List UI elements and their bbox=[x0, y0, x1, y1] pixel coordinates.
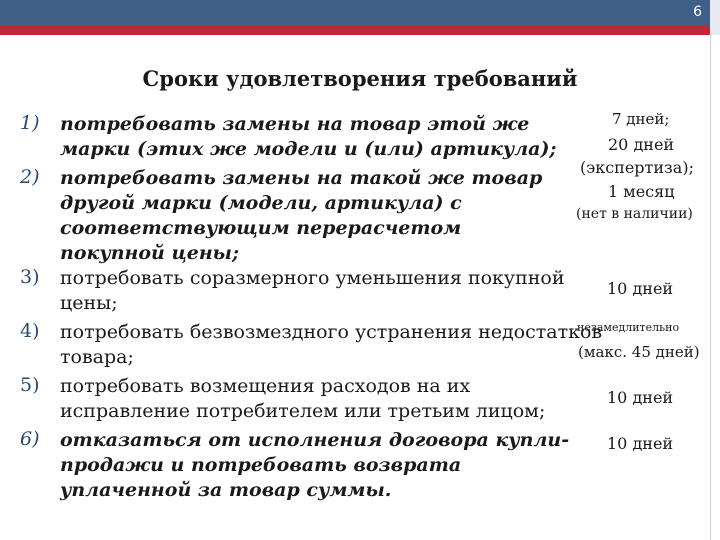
list-item bbox=[60, 428, 569, 503]
item-line: продажи и потребовать возврата bbox=[60, 454, 462, 476]
slide-title: Сроки удовлетворения требований bbox=[142, 66, 578, 91]
list-item bbox=[60, 112, 556, 162]
list-item bbox=[60, 320, 602, 370]
item-line: отказаться от исполнения договора купли- bbox=[60, 429, 570, 451]
item-number: 6) bbox=[20, 428, 40, 450]
item-line: уплаченной за товар суммы. bbox=[60, 479, 392, 501]
term-label: незамедлительно bbox=[577, 321, 680, 334]
term-label: 10 дней bbox=[607, 388, 674, 407]
term-label: 1 месяц bbox=[608, 182, 675, 201]
term-label: 10 дней bbox=[607, 279, 674, 298]
header-accent-stripe bbox=[0, 25, 710, 35]
item-line: потребовать возмещения расходов на их bbox=[60, 375, 471, 397]
item-line: цены; bbox=[60, 292, 118, 314]
term-label: 7 дней; bbox=[612, 110, 670, 128]
item-line: покупной цены; bbox=[60, 242, 240, 264]
term-label: 10 дней bbox=[607, 434, 674, 453]
item-line: товара; bbox=[60, 346, 134, 368]
item-number: 2) bbox=[20, 166, 40, 188]
item-line: марки (этих же модели и (или) артикула); bbox=[60, 138, 557, 160]
list-item bbox=[60, 266, 565, 316]
item-line: соответствующим перерасчетом bbox=[60, 217, 462, 239]
item-line: потребовать замены на товар этой же bbox=[60, 113, 530, 135]
item-line: исправление потребителем или третьим лицом; bbox=[60, 400, 546, 422]
header-bar bbox=[0, 0, 710, 25]
item-number: 5) bbox=[20, 374, 40, 396]
term-label: (макс. 45 дней) bbox=[578, 343, 700, 361]
page-border bbox=[710, 35, 711, 540]
term-label: 20 дней bbox=[608, 135, 675, 154]
item-number: 4) bbox=[20, 320, 40, 342]
item-line: потребовать безвозмездного устранения недостатков bbox=[60, 321, 603, 343]
item-number: 3) bbox=[20, 266, 40, 288]
term-label: (нет в наличии) bbox=[576, 206, 693, 222]
item-line: потребовать соразмерного уменьшения покупной bbox=[60, 267, 565, 289]
item-number: 1) bbox=[20, 112, 40, 134]
item-line: другой марки (модели, артикула) с bbox=[60, 192, 462, 214]
page-number: 6 bbox=[693, 4, 702, 20]
list-item bbox=[60, 166, 542, 266]
item-line: потребовать замены на такой же товар bbox=[60, 167, 543, 189]
list-item bbox=[60, 374, 545, 424]
term-label: (экспертиза); bbox=[580, 158, 694, 177]
header-corner bbox=[710, 0, 720, 35]
